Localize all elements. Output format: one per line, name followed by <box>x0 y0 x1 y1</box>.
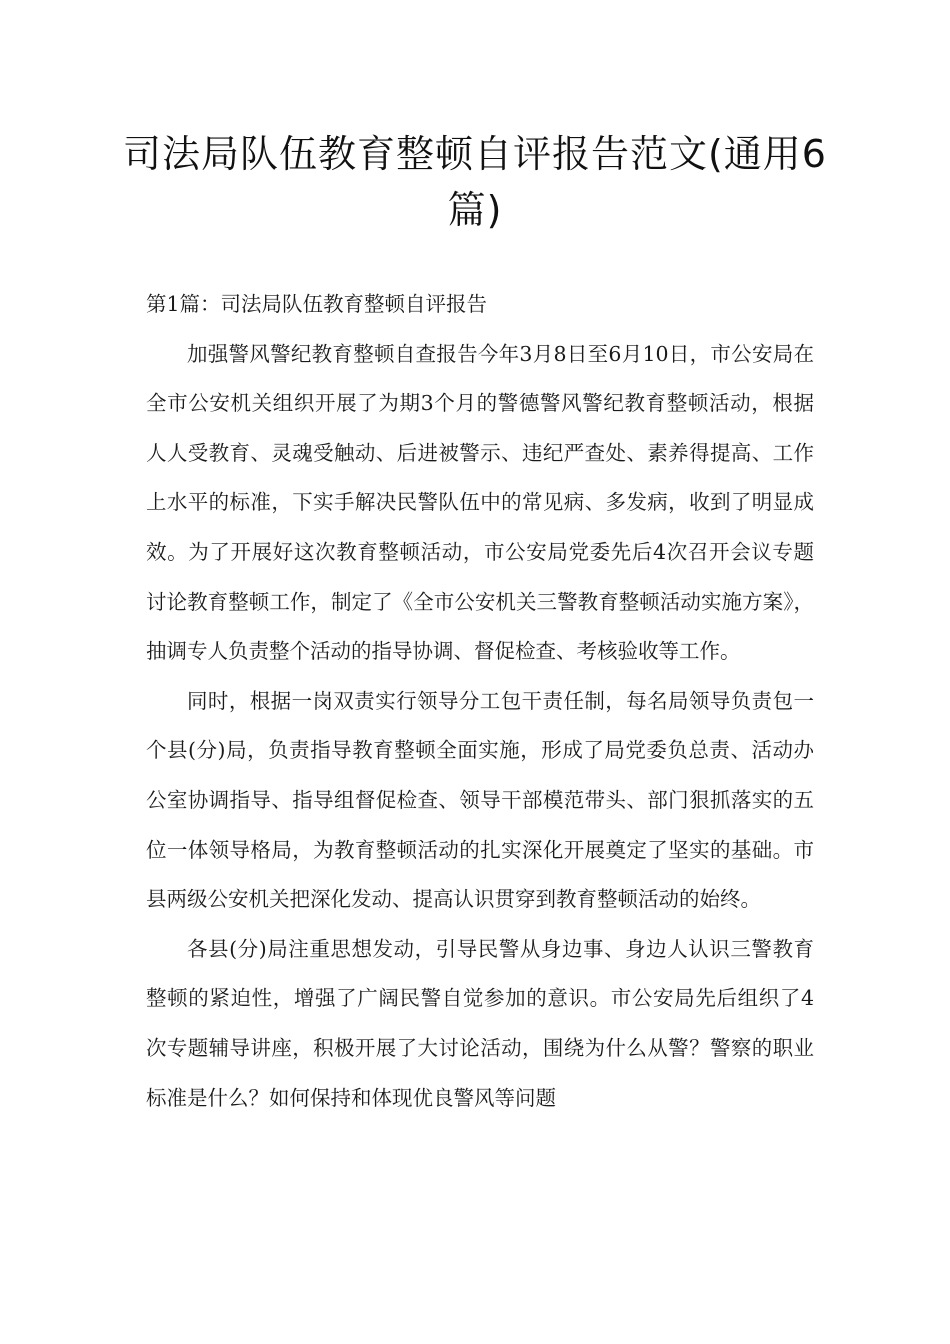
document-body <box>146 280 814 1123</box>
section-heading: 第1篇：司法局队伍教育整顿自评报告 <box>146 292 488 316</box>
document-title: 司法局队伍教育整顿自评报告范文(通用6篇) <box>122 132 827 232</box>
paragraph-2: 同时，根据一岗双责实行领导分工包干责任制，每名局领导负责包一个县(分)局，负责指导教育整顿全面实施，形成了局党委负总责、活动办公室协调指导、指导组督促检查、领导干部模范带头、部门狠抓落实的五位一体领导格局，为教育整顿活动的扎实深化开展奠定了坚实的基础。市县两级公安机关把深化发动、提高认识贯穿到教育整顿活动的始终。 <box>146 688 814 912</box>
paragraph-1: 加强警风警纪教育整顿自查报告今年3月8日至6月10日，市公安局在全市公安机关组织开展了为期3个月的警德警风警纪教育整顿活动，根据人人受教育、灵魂受触动、后进被警示、违纪严查处、素养得提高、工作上水平的标准，下实手解决民警队伍中的常见病、多发病，收到了明显成效。为了开展好这次教育整顿活动，市公安局党委先后4次召开会议专题讨论教育整顿工作，制定了《全市公安机关三警教育整顿活动实施方案》，抽调专人负责整个活动的指导协调、督促检查、考核验收等工作。 <box>146 341 814 664</box>
paragraph-3: 各县(分)局注重思想发动，引导民警从身边事、身边人认识三警教育整顿的紧迫性，增强了广阔民警自觉参加的意识。市公安局先后组织了4次专题辅导讲座，积极开展了大讨论活动，围绕为什么从警？警察的职业标准是什么？如何保持和体现优良警风等问题 <box>146 936 814 1110</box>
